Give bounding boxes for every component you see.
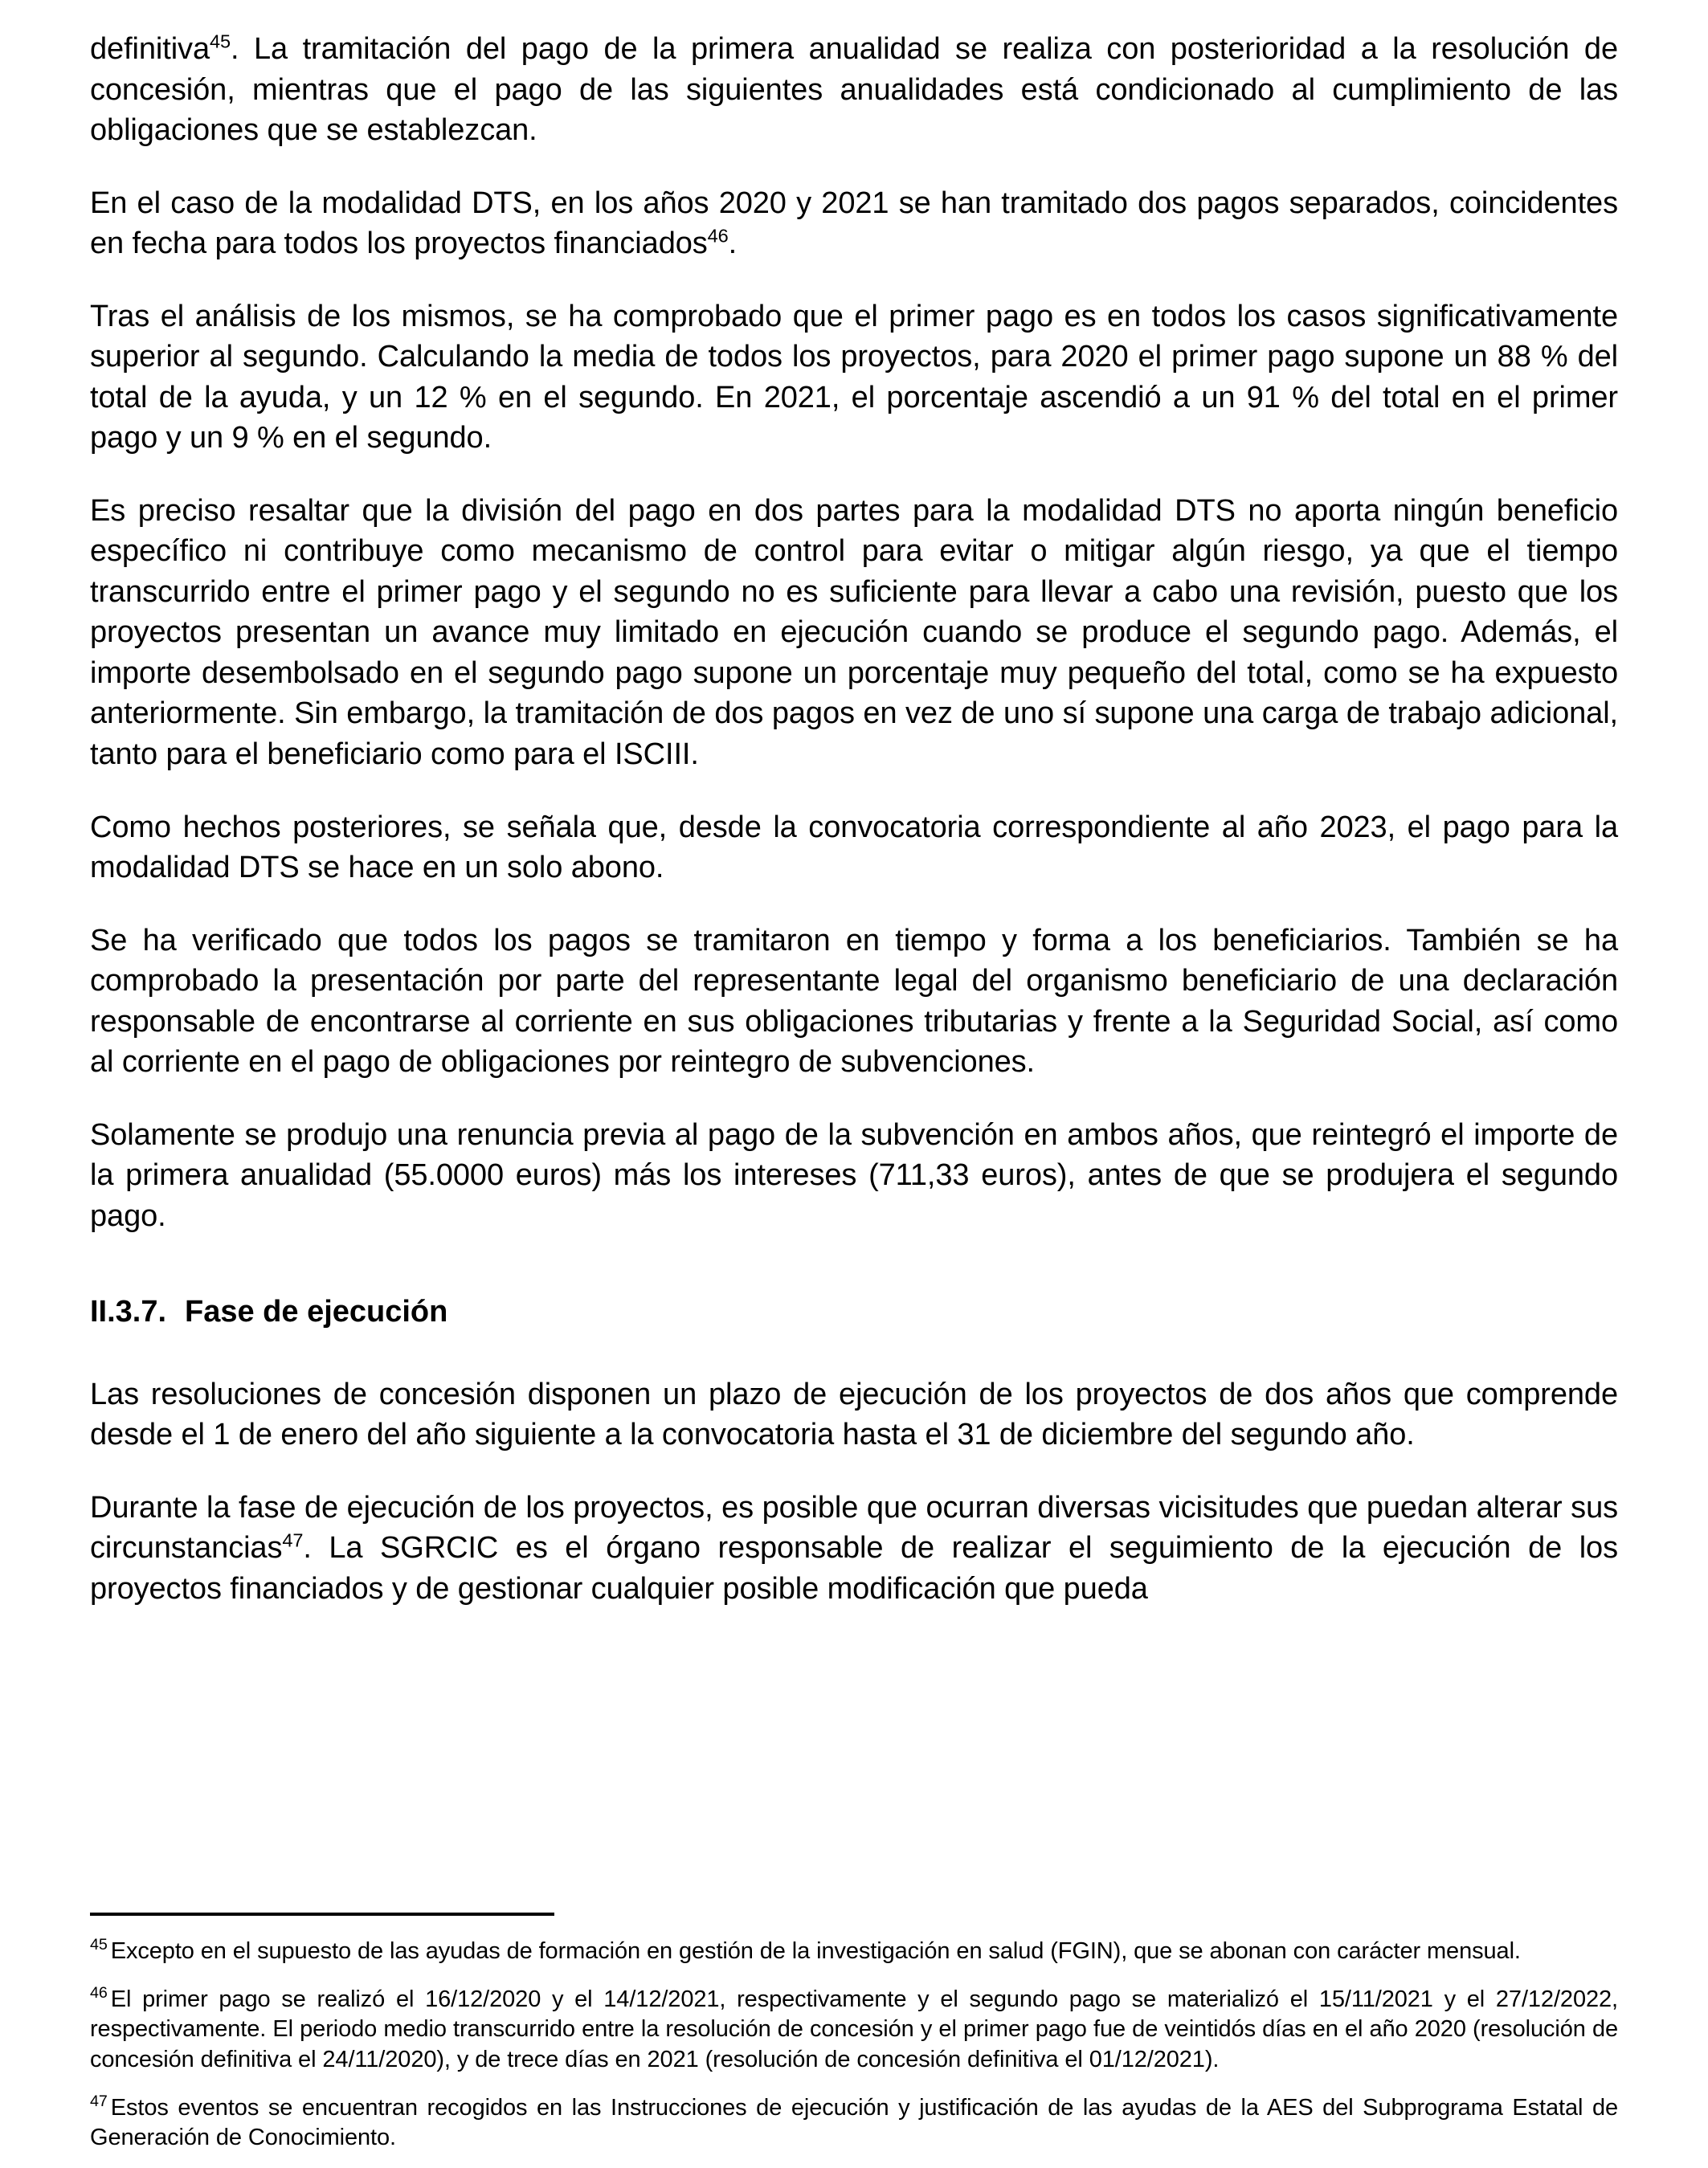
footnote-47-marker: 47 — [90, 2092, 108, 2110]
paragraph-5: Como hechos posteriores, se señala que, desde la convocatoria correspondiente al año 2023, el pago para la modalidad DTS se hace en un solo abono. — [90, 810, 1618, 885]
footnote-separator-rule — [90, 1913, 554, 1916]
footnote-ref-47[interactable]: 47 — [282, 1529, 304, 1551]
section-heading-title: Fase de ejecución — [185, 1295, 448, 1329]
paragraph-2 — [90, 183, 1618, 264]
footnote-ref-45[interactable]: 45 — [209, 31, 231, 52]
paragraph-9-text-b: . La SGRCIC es el órgano responsable de realizar el seguimiento de la ejecución de los proyectos financiados y de gestionar cualquier posible modificación que pueda — [90, 1531, 1618, 1606]
document-body — [90, 29, 1618, 1609]
paragraph-6: Se ha verificado que todos los pagos se tramitaron en tiempo y forma a los beneficiarios. También se ha comprobado la presentación por parte del representante legal del organismo beneficiario de una declaración responsable de encontrarse al corriente en sus obligaciones tributarias y frente a la Seguridad Social, así como al corriente en el pago de obligaciones por reintegro de subvenciones. — [90, 923, 1618, 1080]
footnote-ref-46[interactable]: 46 — [707, 225, 729, 247]
paragraph-2-text-b: . — [728, 227, 738, 261]
footnote-45-text: Excepto en el supuesto de las ayudas de formación en gestión de la investigación en salud (FGIN), que se abonan con carácter mensual. — [110, 1937, 1521, 1964]
footnote-46-text: El primer pago se realizó el 16/12/2020 y el 14/12/2021, respectivamente y el segundo pago se materializó el 15/11/2021 y el 27/12/2022, respectivamente. El periodo medio transcurrido entre la resolución de concesión y el primer pago fue de veintidós días en el año 2020 (resolución de concesión definitiva el 24/11/2020), y de trece días en 2021 (resolución de concesión definitiva el 01/12/2021). — [90, 1986, 1618, 2072]
paragraph-1-text: . La tramitación del pago de la primera anualidad se realiza con posterioridad a la resolución de concesión, mientras que el pago de las siguientes anualidades está condicionado al cumplimiento de las obligaciones que se establezcan. — [90, 32, 1618, 148]
paragraph-3: Tras el análisis de los mismos, se ha comprobado que el primer pago es en todos los casos significativamente superior al segundo. Calculando la media de todos los proyectos, para 2020 el primer pago supone un 88 % del total de la ayuda, y un 12 % en el segundo. En 2021, el porcentaje ascendió a un 91 % del total en el primer pago y un 9 % en el segundo. — [90, 299, 1618, 455]
footnote-45-marker: 45 — [90, 1936, 108, 1954]
footnote-45 — [90, 1937, 1618, 1967]
section-heading-number: II.3.7. — [90, 1295, 167, 1329]
paragraph-1 — [90, 29, 1618, 151]
footnote-47-text: Estos eventos se encuentran recogidos en las Instrucciones de ejecución y justificación de las ayudas de la AES del Subprograma Estatal de Generación de Conocimiento. — [90, 2094, 1618, 2151]
footnote-section — [90, 1913, 1618, 2154]
paragraph-8: Las resoluciones de concesión disponen un plazo de ejecución de los proyectos de dos años que comprende desde el 1 de enero del año siguiente a la convocatoria hasta el 31 de diciembre del segundo año. — [90, 1377, 1618, 1452]
paragraph-4: Es preciso resaltar que la división del pago en dos partes para la modalidad DTS no aporta ningún beneficio específico ni contribuye como mecanismo de control para evitar o mitigar algún riesgo, ya que el tiempo transcurrido entre el primer pago y el segundo no es suficiente para llevar a cabo una revisión, puesto que los proyectos presentan un avance muy limitado en ejecución cuando se produce el segundo pago. Además, el importe desembolsado en el segundo pago supone un porcentaje muy pequeño del total, como se ha expuesto anteriormente. Sin embargo, la tramitación de dos pagos en vez de uno sí supone una carga de trabajo adicional, tanto para el beneficiario como para el ISCIII. — [90, 493, 1618, 771]
paragraph-7: Solamente se produjo una renuncia previa al pago de la subvención en ambos años, que reintegró el importe de la primera anualidad (55.0000 euros) más los intereses (711,33 euros), antes de que se produjera el segundo pago. — [90, 1117, 1618, 1233]
paragraph-2-text-a: En el caso de la modalidad DTS, en los años 2020 y 2021 se han tramitado dos pagos separados, coincidentes en fecha para todos los proyectos financiados — [90, 186, 1618, 261]
paragraph-9 — [90, 1488, 1618, 1610]
footnote-46 — [90, 1985, 1618, 2076]
footnote-47 — [90, 2093, 1618, 2154]
section-heading — [90, 1292, 1618, 1332]
paragraph-9-text-a: Durante la fase de ejecución de los proyectos, es posible que ocurran diversas vicisitudes que puedan alterar sus circunstancias — [90, 1490, 1618, 1566]
footnote-46-marker: 46 — [90, 1983, 108, 2002]
paragraph-1-lead: definitiva — [90, 32, 210, 66]
